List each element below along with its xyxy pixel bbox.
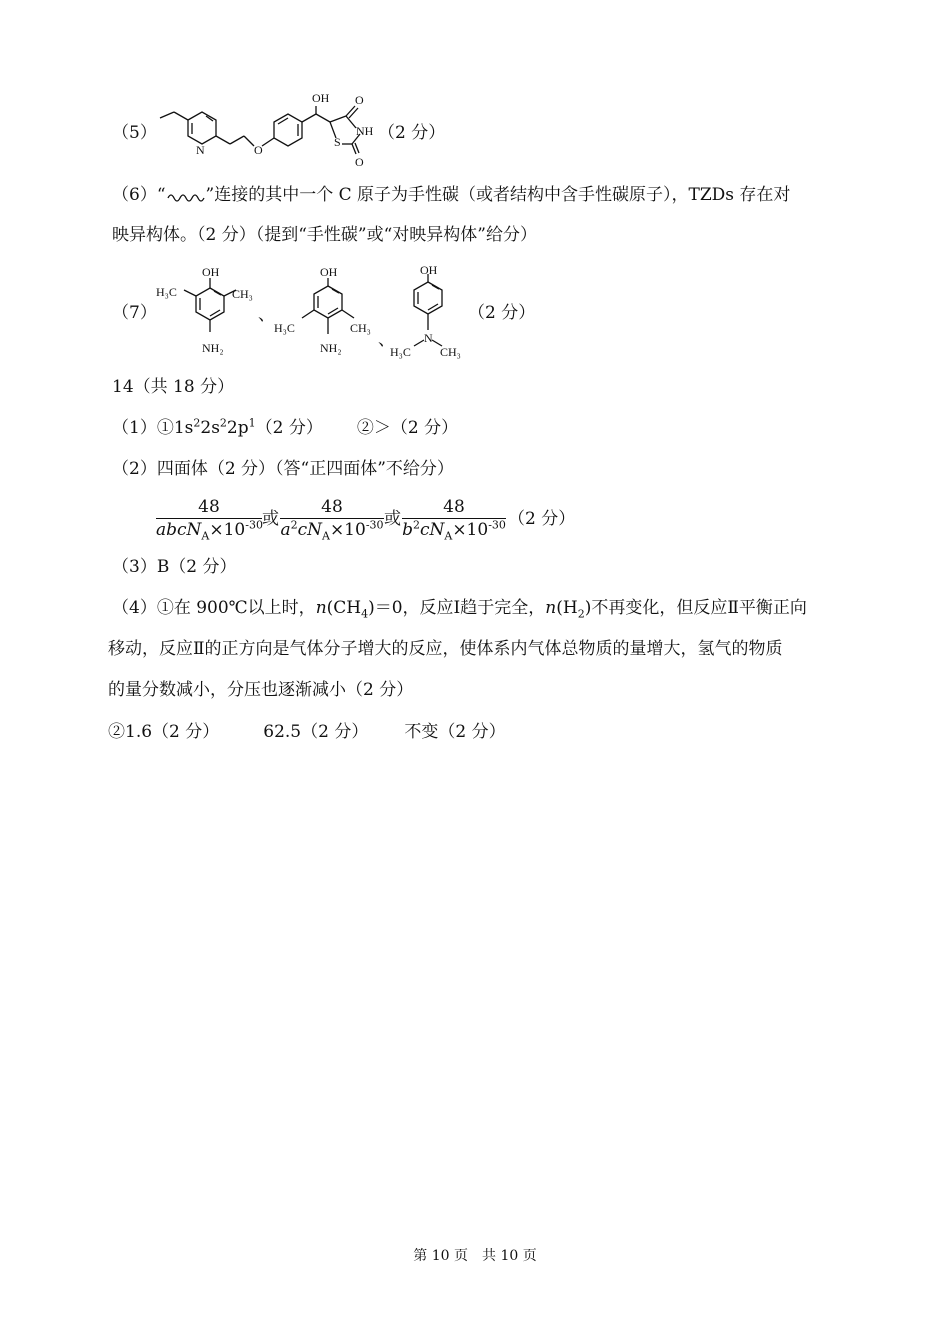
q7-separator-1: 、 <box>258 305 275 325</box>
q6-line2: 映异构体。（2 分）（提到“手性碳”或“对映异构体”给分） <box>112 225 537 245</box>
q14-p1-2s: 2s <box>200 418 220 438</box>
q14-p2-or-1: 或 <box>262 509 279 529</box>
q5-structure <box>150 88 410 170</box>
q7-s1-right-methyl: CH₃ <box>232 287 253 301</box>
q6-line1-text: ”连接的其中一个 C 原子为手性碳（或者结构中含手性碳原子），TZDs 存在对 <box>205 185 791 205</box>
q14-p1-1s: 1s <box>173 418 194 438</box>
q14-p1-sup3: 1 <box>248 416 256 430</box>
q14-p3: （3）B（2 分） <box>112 557 237 577</box>
q5-o-bottom: O <box>355 155 364 169</box>
q7-score: （2 分） <box>468 303 536 323</box>
q7-s2-left-methyl: H₃C <box>274 321 295 335</box>
q7-s1-oh: OH <box>202 265 220 279</box>
q14-p2-text: （2）四面体（2 分）（答“正四面体”不给分） <box>112 459 454 479</box>
wavy-bond-icon <box>166 189 206 203</box>
q14-p1-sup1: 2 <box>193 416 201 430</box>
q14-p2-or-2: 或 <box>384 509 401 529</box>
q7-s3-n: N <box>424 331 433 345</box>
q14-p4-line1: （4）①在 900℃以上时，$n(CH_4)=0$，反应Ⅰ趋于完全，$n(H_2)$不再变化，但反应Ⅱ平衡正向 <box>112 598 807 621</box>
fraction-3-denominator: $b^2cN_A\times 10^{-30}$ <box>402 518 506 543</box>
q14-p1-score: （2 分） <box>255 418 323 438</box>
q7-s1-amino: NH₂ <box>202 341 224 355</box>
q5-oh: OH <box>312 91 330 105</box>
q7-structure-1 <box>152 264 262 356</box>
q14-p1 <box>112 416 458 440</box>
q14-p4-answer-3: 不变（2 分） <box>404 722 506 742</box>
q5-label: （5） <box>112 123 157 143</box>
q7-s2-right-methyl: CH₃ <box>350 321 371 335</box>
q14-p4-line3: 的量分数减小，分压也逐渐减小（2 分） <box>108 680 414 700</box>
q7-s3-right-methyl: CH₃ <box>440 345 461 359</box>
q7-label: （7） <box>112 303 157 323</box>
fraction-3-numerator: 48 <box>402 496 506 519</box>
q14-p2-fraction-3 <box>402 496 506 541</box>
q14-p4-answer-1: ②1.6（2 分） <box>108 722 220 742</box>
fraction-1-denominator: $abcN_A\times 10^{-30}$ <box>156 518 263 543</box>
q7-s3-oh: OH <box>420 263 438 277</box>
q14-p1-label: （1）① <box>112 418 174 438</box>
q5-n-pyridine: N <box>196 143 205 157</box>
q7-structure-3 <box>388 260 478 360</box>
q6-label: （6）“ <box>112 185 166 205</box>
q14-p4-line4 <box>108 720 506 744</box>
q7-structure-2 <box>270 264 380 356</box>
q5-nh: NH <box>356 124 374 138</box>
q7-s1-left-methyl: H₃C <box>156 285 177 299</box>
q6-line1 <box>112 183 790 207</box>
q7-s2-oh: OH <box>320 265 338 279</box>
q7-s2-amino: NH₂ <box>320 341 342 355</box>
q5-score: （2 分） <box>378 123 446 143</box>
q14-p4-line2: 移动，反应Ⅱ的正方向是气体分子增大的反应，使体系内气体总物质的量增大，氢气的物质 <box>108 639 783 659</box>
q14-header: 14（共 18 分） <box>112 377 235 397</box>
fraction-2-denominator: $a^2cN_A\times 10^{-30}$ <box>280 518 384 543</box>
q14-p1-2p: 2p <box>226 418 249 438</box>
q7-s3-left-methyl: H₃C <box>390 345 411 359</box>
q5-o-ether: O <box>254 143 263 157</box>
page-footer: 第 10 页 共 10 页 <box>413 1248 537 1264</box>
q14-p2-fraction-1 <box>156 496 262 541</box>
q7-separator-2: 、 <box>378 330 395 350</box>
q5-o-top: O <box>355 93 364 107</box>
q5-s: S <box>334 135 341 149</box>
q14-p1-sup2: 2 <box>219 416 227 430</box>
q14-p4-answer-2: 62.5（2 分） <box>263 722 369 742</box>
q14-p1-part2: ②＞（2 分） <box>356 418 459 438</box>
q14-p2-score: （2 分） <box>508 509 576 529</box>
fraction-1-numerator: 48 <box>156 496 262 519</box>
fraction-2-numerator: 48 <box>280 496 384 519</box>
q14-p2-fraction-2 <box>280 496 384 541</box>
